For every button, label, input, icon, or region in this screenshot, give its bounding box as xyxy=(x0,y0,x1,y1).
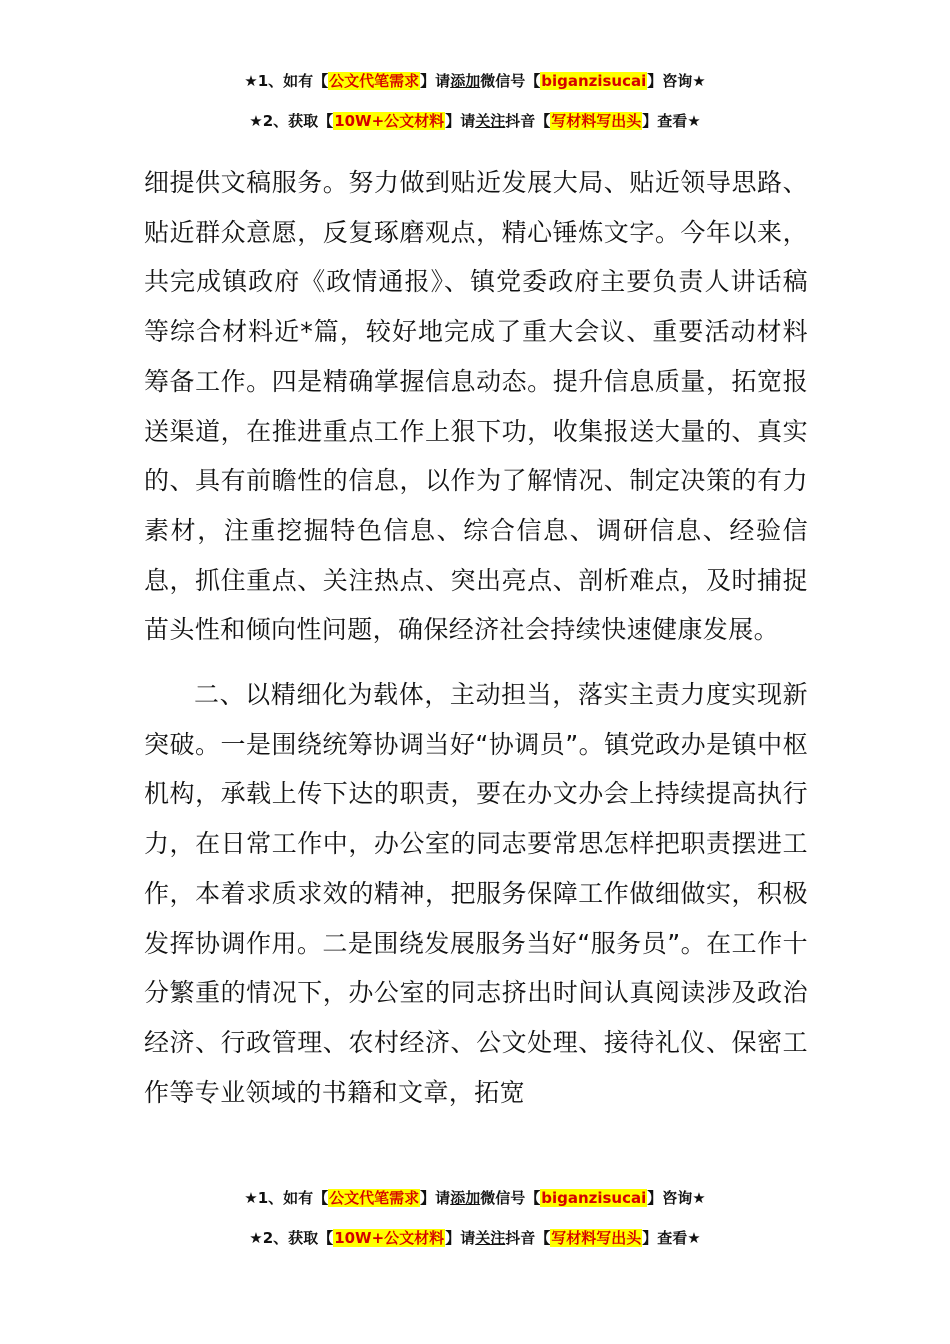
banner-1-suffix: 】咨询★ xyxy=(647,72,706,90)
footer-2-highlight-douyin: 写材料写出头 xyxy=(551,1229,642,1247)
footer-2-highlight-materials: 10W+公文材料 xyxy=(334,1229,445,1247)
banner-2-suffix: 】查看★ xyxy=(642,112,701,130)
banner-2-prefix: ★2、获取【 xyxy=(249,112,334,130)
footer-1-highlight-wechat: biganzisucai xyxy=(541,1189,647,1207)
banner-1-prefix: ★1、如有【 xyxy=(244,72,329,90)
footer-1-mid2: 微信号【 xyxy=(480,1189,541,1207)
body-paragraph-1: 细提供文稿服务。努力做到贴近发展大局、贴近领导思路、贴近群众意愿，反复琢磨观点，精心锤炼文字。今年以来，共完成镇政府《政情通报》、镇党委政府主要负责人讲话稿等综合材料近*篇，较好地完成了重大会议、重要活动材料筹备工作。四是精确掌握信息动态。提升信息质量，拓宽报送渠道，在推进重点工作上狠下功，收集报送大量的、真实的、具有前瞻性的信息，以作为了解情况、制定决策的有力素材，注重挖掘特色信息、综合信息、调研信息、经验信息，抓住重点、关注热点、突出亮点、剖析难点，及时捕捉苗头性和倾向性问题，确保经济社会持续快速健康发展。 xyxy=(144,168,808,645)
footer-1-mid: 】请 xyxy=(420,1189,451,1207)
footer-1-prefix: ★1、如有【 xyxy=(244,1189,329,1207)
footer-banner-line-2 xyxy=(0,1227,950,1249)
banner-1-highlight-service: 公文代笔需求 xyxy=(329,72,420,90)
footer-2-underlined: 关注 xyxy=(475,1229,506,1247)
banner-2-highlight-materials: 10W+公文材料 xyxy=(334,112,445,130)
banner-2-mid2: 抖音【 xyxy=(505,112,551,130)
footer-1-highlight-service: 公文代笔需求 xyxy=(329,1189,420,1207)
banner-1-underlined: 添加 xyxy=(450,72,481,90)
banner-2-underlined: 关注 xyxy=(475,112,506,130)
banner-2-highlight-douyin: 写材料写出头 xyxy=(551,112,642,130)
footer-2-mid: 】请 xyxy=(445,1229,476,1247)
footer-1-underlined: 添加 xyxy=(450,1189,481,1207)
banner-1-mid: 】请 xyxy=(420,72,451,90)
banner-1-mid2: 微信号【 xyxy=(480,72,541,90)
footer-2-prefix: ★2、获取【 xyxy=(249,1229,334,1247)
header-banner-line-1 xyxy=(0,70,950,92)
body-paragraph-2: 二、以精细化为载体，主动担当，落实主责力度实现新突破。一是围绕统筹协调当好“协调员”。镇党政办是镇中枢机构，承载上传下达的职责，要在办文办会上持续提高执行力，在日常工作中，办公室的同志要常思怎样把职责摆进工作，本着求质求效的精神，把服务保障工作做细做实，积极发挥协调作用。二是围绕发展服务当好“服务员”。在工作十分繁重的情况下，办公室的同志挤出时间认真阅读涉及政治经济、行政管理、农村经济、公文处理、接待礼仪、保密工作等专业领域的书籍和文章，拓宽 xyxy=(144,680,808,1107)
header-banner-line-2 xyxy=(0,110,950,132)
banner-2-mid: 】请 xyxy=(445,112,476,130)
footer-2-mid2: 抖音【 xyxy=(505,1229,551,1247)
banner-1-highlight-wechat: biganzisucai xyxy=(541,72,647,90)
document-body xyxy=(144,158,808,1117)
footer-banner-line-1 xyxy=(0,1187,950,1209)
footer-2-suffix: 】查看★ xyxy=(642,1229,701,1247)
footer-1-suffix: 】咨询★ xyxy=(647,1189,706,1207)
